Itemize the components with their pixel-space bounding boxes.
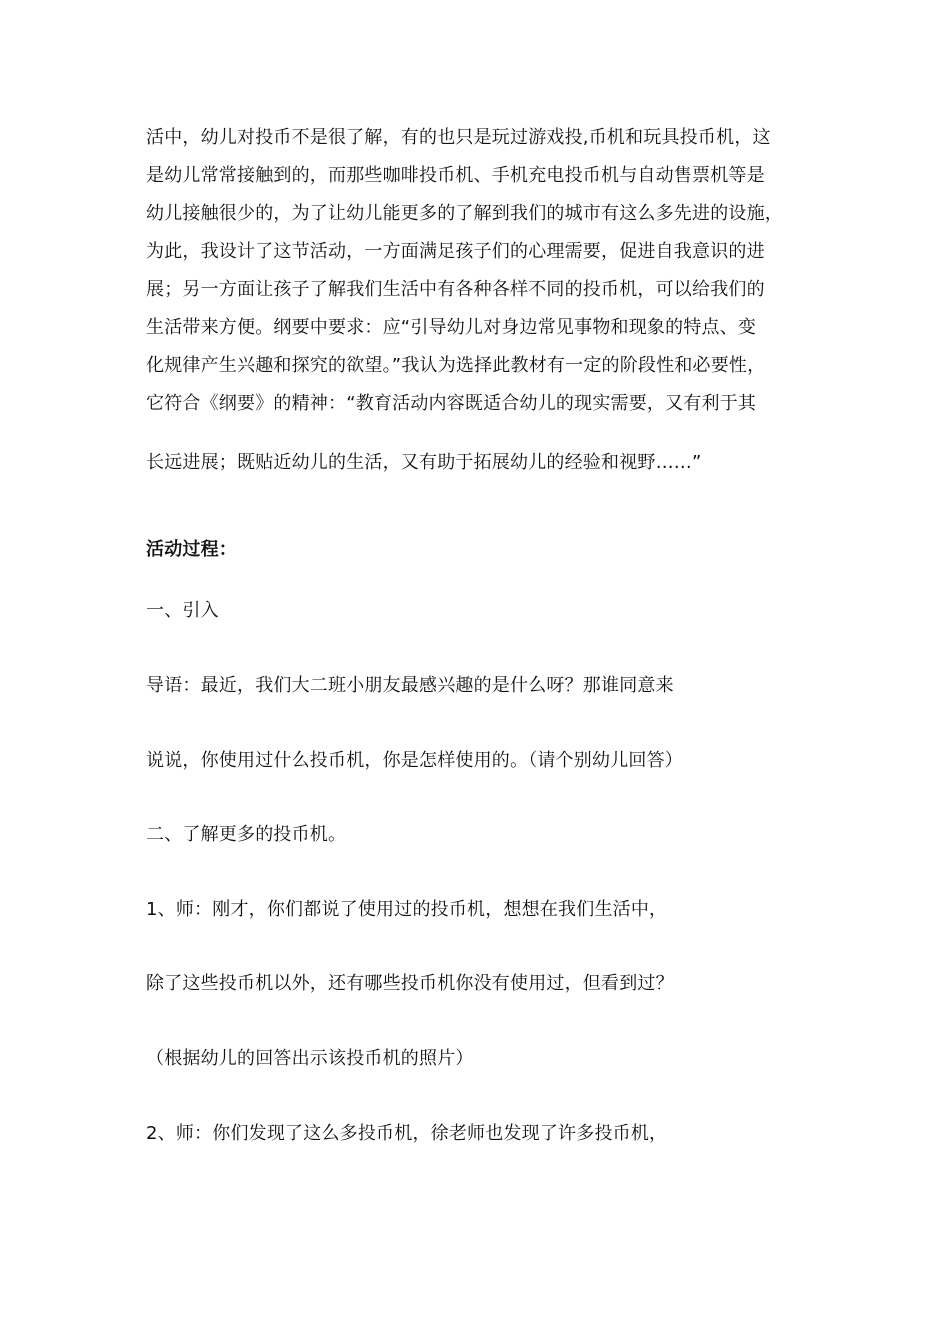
item1-note: （根据幼儿的回答出示该投币机的照片） [146,1048,474,1069]
intro-line-7: 化规律产生兴趣和探究的欲望。”我认为选择此教材有一定的阶段性和必要性， [146,355,766,376]
intro-line-6: 生活带来方便。纲要中要求：应“引导幼儿对身边常见事物和现象的特点、变 [146,317,757,338]
section2-title: 二、了解更多的投币机。 [146,824,347,845]
section1-title: 一、引入 [146,600,219,621]
item1-line-2: 除了这些投币机以外，还有哪些投币机你没有使用过，但看到过？ [146,973,674,994]
intro-last-line: 长远进展；既贴近幼儿的生活，又有助于拓展幼儿的经验和视野……” [146,452,702,473]
intro-line-2: 是幼儿常常接触到的，而那些咖啡投币机、手机充电投币机与自动售票机等是 [146,165,765,186]
item1-line-1: 1、师：刚才，你们都说了使用过的投币机，想想在我们生活中， [146,899,668,920]
item2-line-1: 2、师：你们发现了这么多投币机，徐老师也发现了许多投币机， [146,1123,668,1144]
intro-line-8: 它符合《纲要》的精神：“教育活动内容既适合幼儿的现实需要，又有利于其 [146,393,757,414]
intro-line-3: 幼儿接触很少的，为了让幼儿能更多的了解到我们的城市有这么多先进的设施， [146,203,783,224]
intro-line-5: 展；另一方面让孩子了解我们生活中有各种各样不同的投币机，可以给我们的 [146,279,765,300]
section1-lead-line-2: 说说，你使用过什么投币机，你是怎样使用的。（请个别幼儿回答） [146,750,683,771]
section1-lead-line-1: 导语：最近，我们大二班小朋友最感兴趣的是什么呀？那谁同意来 [146,675,674,696]
intro-line-1: 活中，幼儿对投币不是很了解，有的也只是玩过游戏投,币机和玩具投币机，这 [146,127,771,148]
process-heading: 活动过程： [146,539,237,560]
intro-line-4: 为此，我设计了这节活动，一方面满足孩子们的心理需要，促进自我意识的进 [146,241,765,262]
